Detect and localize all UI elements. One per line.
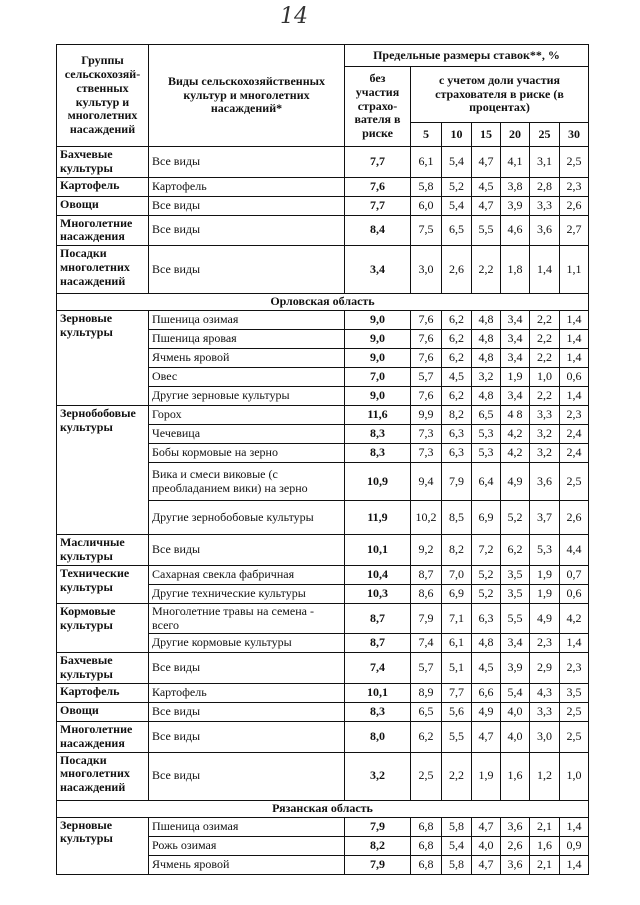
rate-with-share: 5,2 (442, 177, 472, 196)
base-rate: 10,9 (345, 463, 411, 501)
header-base: без участия страхо-вателя в риске (345, 67, 411, 147)
rate-with-share: 2,5 (560, 463, 589, 501)
rate-with-share: 6,9 (442, 584, 472, 603)
header-group: Группы сельскохозяй-ственных культур и многолетних насаждений (57, 45, 149, 147)
base-rate: 7,9 (345, 855, 411, 874)
crop-name: Все виды (149, 752, 345, 800)
crop-name: Картофель (149, 683, 345, 702)
rate-with-share: 6,8 (411, 817, 442, 836)
table-row (57, 215, 589, 246)
crop-group-name: Посадки многолетних насаждений (57, 246, 149, 294)
crop-name: Все виды (149, 147, 345, 178)
rate-with-share: 4,7 (472, 721, 501, 752)
table-row (57, 406, 589, 425)
rate-with-share: 3,9 (501, 196, 530, 215)
crop-name: Вика и смеси виковые (с преобладанием вики) на зерно (149, 463, 345, 501)
crop-group-name: Многолетние насаждения (57, 721, 149, 752)
rate-with-share: 4,7 (472, 855, 501, 874)
rate-with-share: 0,7 (560, 565, 589, 584)
rate-with-share: 4,0 (501, 721, 530, 752)
table-row (57, 196, 589, 215)
rate-with-share: 5,3 (530, 535, 560, 566)
rate-with-share: 7,6 (411, 311, 442, 330)
rate-with-share: 6,5 (472, 406, 501, 425)
rate-with-share: 6,6 (472, 683, 501, 702)
header-percent: 15 (472, 123, 501, 147)
base-rate: 8,7 (345, 603, 411, 634)
base-rate: 3,4 (345, 246, 411, 294)
header-share: с учетом доли участия страхователя в риске (в процентах) (411, 67, 589, 123)
rate-with-share: 6,5 (442, 215, 472, 246)
crop-name: Пшеница озимая (149, 817, 345, 836)
base-rate: 8,0 (345, 721, 411, 752)
rate-with-share: 1,9 (530, 584, 560, 603)
rate-with-share: 3,4 (501, 634, 530, 653)
rate-with-share: 5,3 (472, 444, 501, 463)
rate-with-share: 8,6 (411, 584, 442, 603)
base-rate: 8,4 (345, 215, 411, 246)
rate-with-share: 4,0 (472, 836, 501, 855)
rate-with-share: 6,3 (442, 444, 472, 463)
rate-with-share: 1,4 (560, 634, 589, 653)
rate-with-share: 4,2 (501, 444, 530, 463)
rate-with-share: 2,2 (530, 349, 560, 368)
rate-with-share: 5,5 (442, 721, 472, 752)
rate-with-share: 2,6 (501, 836, 530, 855)
rate-with-share: 2,6 (560, 196, 589, 215)
rate-with-share: 4,5 (472, 653, 501, 684)
crop-group-name: Овощи (57, 702, 149, 721)
header-percent: 20 (501, 123, 530, 147)
base-rate: 3,2 (345, 752, 411, 800)
rate-with-share: 2,2 (530, 387, 560, 406)
rate-with-share: 2,7 (560, 215, 589, 246)
rate-with-share: 1,4 (530, 246, 560, 294)
rate-with-share: 2,2 (472, 246, 501, 294)
rate-with-share: 5,2 (501, 501, 530, 535)
rate-with-share: 1,0 (560, 752, 589, 800)
table-row (57, 702, 589, 721)
rate-with-share: 3,0 (530, 721, 560, 752)
rate-with-share: 1,2 (530, 752, 560, 800)
rate-with-share: 1,4 (560, 311, 589, 330)
rate-with-share: 7,6 (411, 349, 442, 368)
rate-with-share: 5,7 (411, 368, 442, 387)
table-row (57, 721, 589, 752)
base-rate: 7,6 (345, 177, 411, 196)
rate-with-share: 6,2 (411, 721, 442, 752)
rate-with-share: 1,1 (560, 246, 589, 294)
rate-with-share: 1,0 (530, 368, 560, 387)
insurance-rates-table (56, 44, 589, 875)
rate-with-share: 2,1 (530, 855, 560, 874)
table-row (57, 565, 589, 584)
rate-with-share: 3,4 (501, 349, 530, 368)
rate-with-share: 4,2 (501, 425, 530, 444)
crop-name: Другие зернобобовые культуры (149, 501, 345, 535)
rate-with-share: 0,6 (560, 368, 589, 387)
rate-with-share: 6,8 (411, 836, 442, 855)
rate-with-share: 9,9 (411, 406, 442, 425)
base-rate: 7,7 (345, 196, 411, 215)
rate-with-share: 5,4 (501, 683, 530, 702)
crop-name: Овес (149, 368, 345, 387)
rate-with-share: 4,8 (472, 330, 501, 349)
base-rate: 9,0 (345, 311, 411, 330)
rate-with-share: 3,8 (501, 177, 530, 196)
header-percent: 25 (530, 123, 560, 147)
base-rate: 8,7 (345, 634, 411, 653)
crop-name: Другие кормовые культуры (149, 634, 345, 653)
crop-group-name: Технические культуры (57, 565, 149, 603)
rate-with-share: 0,9 (560, 836, 589, 855)
table-row (57, 311, 589, 330)
crop-name: Все виды (149, 215, 345, 246)
table-row (57, 147, 589, 178)
rate-with-share: 5,8 (442, 855, 472, 874)
rate-with-share: 2,9 (530, 653, 560, 684)
rate-with-share: 4,5 (442, 368, 472, 387)
rate-with-share: 4,7 (472, 817, 501, 836)
rate-with-share: 3,1 (530, 147, 560, 178)
rate-with-share: 2,4 (560, 425, 589, 444)
rate-with-share: 8,9 (411, 683, 442, 702)
rate-with-share: 3,5 (560, 683, 589, 702)
rate-with-share: 6,9 (472, 501, 501, 535)
crop-name: Сахарная свекла фабричная (149, 565, 345, 584)
header-percent: 5 (411, 123, 442, 147)
rate-with-share: 4,0 (501, 702, 530, 721)
crop-group-name: Зерновые культуры (57, 311, 149, 406)
rate-with-share: 1,4 (560, 855, 589, 874)
rate-with-share: 4,8 (472, 387, 501, 406)
rate-with-share: 1,4 (560, 387, 589, 406)
rate-with-share: 0,6 (560, 584, 589, 603)
base-rate: 7,9 (345, 817, 411, 836)
rate-with-share: 6,3 (472, 603, 501, 634)
rate-with-share: 8,2 (442, 406, 472, 425)
base-rate: 7,7 (345, 147, 411, 178)
table-body (57, 147, 589, 875)
rate-with-share: 7,5 (411, 215, 442, 246)
rate-with-share: 6,0 (411, 196, 442, 215)
rate-with-share: 2,3 (530, 634, 560, 653)
rate-with-share: 6,2 (501, 535, 530, 566)
rate-with-share: 7,3 (411, 425, 442, 444)
rate-with-share: 3,7 (530, 501, 560, 535)
rate-with-share: 1,6 (501, 752, 530, 800)
crop-name: Другие зерновые культуры (149, 387, 345, 406)
crop-group-name: Бахчевые культуры (57, 653, 149, 684)
rate-with-share: 2,3 (560, 653, 589, 684)
rate-with-share: 1,4 (560, 330, 589, 349)
rate-with-share: 9,4 (411, 463, 442, 501)
region-row (57, 800, 589, 817)
crop-name: Все виды (149, 535, 345, 566)
rate-with-share: 4,9 (530, 603, 560, 634)
region-title: Орловская область (57, 294, 589, 311)
rate-with-share: 2,5 (560, 721, 589, 752)
rate-with-share: 4,4 (560, 535, 589, 566)
crop-name: Пшеница яровая (149, 330, 345, 349)
rate-with-share: 6,5 (411, 702, 442, 721)
table-row (57, 683, 589, 702)
rate-with-share: 4,8 (472, 634, 501, 653)
base-rate: 10,1 (345, 683, 411, 702)
rate-with-share: 6,3 (442, 425, 472, 444)
rate-with-share: 2,5 (560, 147, 589, 178)
rate-with-share: 3,4 (501, 311, 530, 330)
rate-with-share: 7,2 (472, 535, 501, 566)
rate-with-share: 7,6 (411, 387, 442, 406)
rate-with-share: 4,9 (472, 702, 501, 721)
rate-with-share: 3,6 (501, 855, 530, 874)
table-header (57, 45, 589, 147)
rate-with-share: 3,6 (501, 817, 530, 836)
rate-with-share: 5,4 (442, 196, 472, 215)
rate-with-share: 4 8 (501, 406, 530, 425)
crop-name: Пшеница озимая (149, 311, 345, 330)
rate-with-share: 3,2 (530, 444, 560, 463)
base-rate: 10,1 (345, 535, 411, 566)
rate-with-share: 3,6 (530, 463, 560, 501)
rate-with-share: 4,7 (472, 147, 501, 178)
crop-group-name: Посадки многолетних насаждений (57, 752, 149, 800)
rate-with-share: 2,2 (530, 330, 560, 349)
rate-with-share: 4,5 (472, 177, 501, 196)
rate-with-share: 3,0 (411, 246, 442, 294)
page-number: 14 (280, 4, 308, 29)
rate-with-share: 3,5 (501, 565, 530, 584)
table-row (57, 653, 589, 684)
rate-with-share: 6,2 (442, 311, 472, 330)
rate-with-share: 2,2 (442, 752, 472, 800)
rate-with-share: 3,9 (501, 653, 530, 684)
rate-with-share: 8,2 (442, 535, 472, 566)
crop-name: Горох (149, 406, 345, 425)
header-limit: Предельные размеры ставок**, % (345, 45, 589, 67)
crop-group-name: Многолетние насаждения (57, 215, 149, 246)
table-row (57, 603, 589, 634)
rate-with-share: 7,9 (411, 603, 442, 634)
crop-name: Чечевица (149, 425, 345, 444)
rate-with-share: 2,6 (442, 246, 472, 294)
rate-with-share: 6,1 (411, 147, 442, 178)
rate-with-share: 2,2 (530, 311, 560, 330)
rate-with-share: 8,5 (442, 501, 472, 535)
rate-with-share: 1,9 (530, 565, 560, 584)
rate-with-share: 4,6 (501, 215, 530, 246)
crop-name: Рожь озимая (149, 836, 345, 855)
crop-group-name: Картофель (57, 683, 149, 702)
table-row (57, 752, 589, 800)
rate-with-share: 2,1 (530, 817, 560, 836)
rate-with-share: 8,7 (411, 565, 442, 584)
rate-with-share: 4,9 (501, 463, 530, 501)
base-rate: 7,0 (345, 368, 411, 387)
crop-name: Картофель (149, 177, 345, 196)
rate-with-share: 3,3 (530, 406, 560, 425)
rate-with-share: 3,2 (530, 425, 560, 444)
rate-with-share: 5,5 (501, 603, 530, 634)
rate-with-share: 5,3 (472, 425, 501, 444)
rate-with-share: 5,4 (442, 836, 472, 855)
header-percent: 10 (442, 123, 472, 147)
base-rate: 8,3 (345, 425, 411, 444)
crop-name: Все виды (149, 721, 345, 752)
rate-with-share: 3,3 (530, 702, 560, 721)
crop-group-name: Кормовые культуры (57, 603, 149, 653)
crop-group-name: Масличные культуры (57, 535, 149, 566)
rate-with-share: 7,7 (442, 683, 472, 702)
crop-name: Многолетние травы на семена - всего (149, 603, 345, 634)
rate-with-share: 3,3 (530, 196, 560, 215)
table-row (57, 177, 589, 196)
base-rate: 8,3 (345, 702, 411, 721)
rate-with-share: 2,5 (560, 702, 589, 721)
rate-with-share: 2,3 (560, 406, 589, 425)
rate-with-share: 10,2 (411, 501, 442, 535)
rate-with-share: 1,9 (472, 752, 501, 800)
rate-with-share: 5,8 (442, 817, 472, 836)
rate-with-share: 5,8 (411, 177, 442, 196)
rate-with-share: 9,2 (411, 535, 442, 566)
rate-with-share: 4,2 (560, 603, 589, 634)
rate-with-share: 5,2 (472, 565, 501, 584)
rate-with-share: 3,6 (530, 215, 560, 246)
crop-name: Все виды (149, 196, 345, 215)
rate-with-share: 2,5 (411, 752, 442, 800)
region-row (57, 294, 589, 311)
rate-with-share: 7,0 (442, 565, 472, 584)
rate-with-share: 5,7 (411, 653, 442, 684)
rate-with-share: 4,1 (501, 147, 530, 178)
table-row (57, 535, 589, 566)
rate-with-share: 5,1 (442, 653, 472, 684)
rate-with-share: 3,2 (472, 368, 501, 387)
base-rate: 9,0 (345, 387, 411, 406)
rate-with-share: 5,5 (472, 215, 501, 246)
crop-group-name: Картофель (57, 177, 149, 196)
header-crop: Виды сельскохозяйственных культур и многолетних насаждений* (149, 45, 345, 147)
rate-with-share: 1,4 (560, 817, 589, 836)
table-row (57, 246, 589, 294)
rate-with-share: 5,4 (442, 147, 472, 178)
rate-with-share: 1,8 (501, 246, 530, 294)
rate-with-share: 2,3 (560, 177, 589, 196)
rate-with-share: 4,8 (472, 349, 501, 368)
crop-group-name: Зернобобовые культуры (57, 406, 149, 535)
crop-group-name: Овощи (57, 196, 149, 215)
crop-name: Все виды (149, 653, 345, 684)
base-rate: 10,3 (345, 584, 411, 603)
rate-with-share: 6,8 (411, 855, 442, 874)
base-rate: 11,6 (345, 406, 411, 425)
crop-name: Все виды (149, 702, 345, 721)
crop-name: Ячмень яровой (149, 855, 345, 874)
crop-name: Бобы кормовые на зерно (149, 444, 345, 463)
rate-with-share: 6,1 (442, 634, 472, 653)
rate-with-share: 3,4 (501, 387, 530, 406)
rate-with-share: 6,2 (442, 349, 472, 368)
crop-name: Другие технические культуры (149, 584, 345, 603)
crop-name: Ячмень яровой (149, 349, 345, 368)
rate-with-share: 5,6 (442, 702, 472, 721)
rate-with-share: 4,3 (530, 683, 560, 702)
rate-with-share: 6,2 (442, 387, 472, 406)
rate-with-share: 5,2 (472, 584, 501, 603)
base-rate: 11,9 (345, 501, 411, 535)
header-percent: 30 (560, 123, 589, 147)
rate-with-share: 7,9 (442, 463, 472, 501)
rate-with-share: 4,8 (472, 311, 501, 330)
rate-with-share: 7,4 (411, 634, 442, 653)
base-rate: 8,2 (345, 836, 411, 855)
rate-with-share: 6,4 (472, 463, 501, 501)
rate-with-share: 3,5 (501, 584, 530, 603)
rate-with-share: 1,9 (501, 368, 530, 387)
rate-with-share: 7,3 (411, 444, 442, 463)
rate-with-share: 2,4 (560, 444, 589, 463)
base-rate: 10,4 (345, 565, 411, 584)
rate-with-share: 1,4 (560, 349, 589, 368)
base-rate: 7,4 (345, 653, 411, 684)
rate-with-share: 3,4 (501, 330, 530, 349)
base-rate: 8,3 (345, 444, 411, 463)
rate-with-share: 4,7 (472, 196, 501, 215)
rate-with-share: 7,6 (411, 330, 442, 349)
rate-with-share: 2,6 (560, 501, 589, 535)
rate-with-share: 7,1 (442, 603, 472, 634)
table-row (57, 817, 589, 836)
rate-with-share: 2,8 (530, 177, 560, 196)
rate-with-share: 1,6 (530, 836, 560, 855)
crop-group-name: Зерновые культуры (57, 817, 149, 874)
base-rate: 9,0 (345, 349, 411, 368)
base-rate: 9,0 (345, 330, 411, 349)
crop-name: Все виды (149, 246, 345, 294)
crop-group-name: Бахчевые культуры (57, 147, 149, 178)
region-title: Рязанская область (57, 800, 589, 817)
rate-with-share: 6,2 (442, 330, 472, 349)
